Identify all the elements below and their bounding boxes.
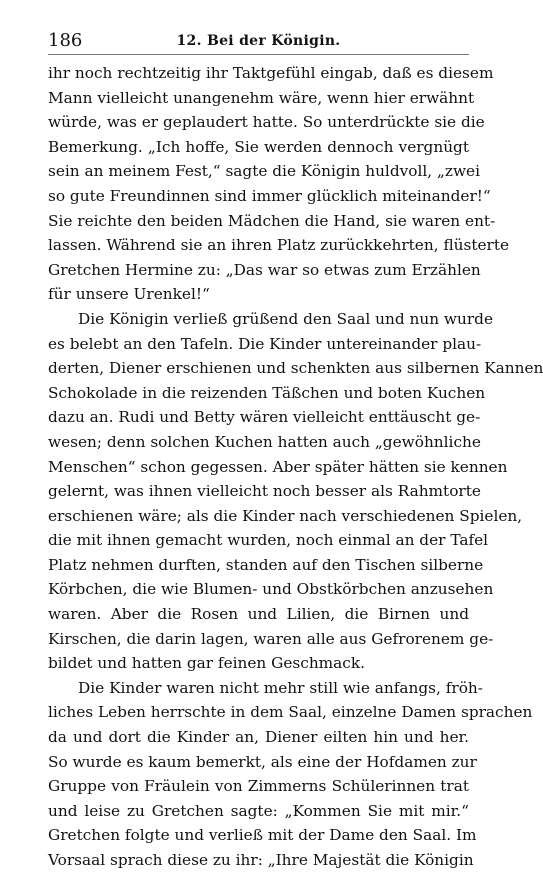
text-line: so gute Freundinnen sind immer glücklich miteinander!“ xyxy=(48,186,491,205)
text-line: da und dort die Kinder an, Diener eilten hin und her. xyxy=(48,728,469,747)
text-line: So wurde es kaum bemerkt, als eine der Hofdamen zur xyxy=(48,752,477,771)
text-line: Kirschen, die darin lagen, waren alle aus Gefrorenem ge- xyxy=(48,629,494,648)
text-line: Gretchen folgte und verließ mit der Dame den Saal. Im xyxy=(48,826,477,845)
text-line: Gruppe von Fräulein von Zimmerns Schülerinnen trat xyxy=(48,777,469,796)
text-line: Sie reichte den beiden Mädchen die Hand, sie waren ent- xyxy=(48,211,496,230)
text-line: ihr noch rechtzeitig ihr Taktgefühl eingab, daß es diesem xyxy=(48,64,494,82)
text-line: dazu an. Rudi und Betty wären vielleicht enttäuscht ge- xyxy=(48,408,481,427)
body-text xyxy=(48,61,543,873)
text-line: gelernt, was ihnen vielleicht noch besser als Rahmtorte xyxy=(48,482,481,501)
text-line: Gretchen Hermine zu: „Das war so etwas zum Erzählen xyxy=(48,260,481,279)
text-line: bildet und hatten gar feinen Geschmack. xyxy=(48,654,365,673)
text-line: Mann vielleicht unangenehm wäre, wenn hier erwähnt xyxy=(48,88,475,107)
text-line: liches Leben herrschte in dem Saal, einzelne Damen sprachen xyxy=(48,703,533,722)
text-line: sein an meinem Fest,“ sagte die Königin huldvoll, „zwei xyxy=(48,162,481,181)
page-header xyxy=(48,30,469,55)
text-line: Körbchen, die wie Blumen- und Obstkörbchen anzusehen xyxy=(48,580,494,599)
text-line: würde, was er geplaudert hatte. So unterdrückte sie die xyxy=(48,113,485,132)
text-line: Schokolade in die reizenden Täßchen und boten Kuchen xyxy=(48,383,486,402)
text-line: Vorsaal sprach diese zu ihr: „Ihre Majestät die Königin xyxy=(48,851,474,869)
text-line: wesen; denn solchen Kuchen hatten auch „gewöhnliche xyxy=(48,432,481,451)
text-line: Die Kinder waren nicht mehr still wie anfangs, fröh- xyxy=(78,678,483,697)
text-line: die mit ihnen gemacht wurden, noch einmal an der Tafel xyxy=(48,531,489,550)
running-head: 12. Bei der Königin. xyxy=(176,33,341,49)
text-line: waren. Aber die Rosen und Lilien, die Birnen und xyxy=(48,605,469,624)
text-line: Menschen“ schon gegessen. Aber später hätten sie kennen xyxy=(48,457,508,476)
page-number: 186 xyxy=(48,30,83,51)
text-line: erschienen wäre; als die Kinder nach verschiedenen Spielen, xyxy=(48,506,523,525)
text-line: Die Königin verließ grüßend den Saal und nun wurde xyxy=(78,309,494,328)
text-line: lassen. Während sie an ihren Platz zurückkehrten, flüsterte xyxy=(48,236,510,255)
text-line: Platz nehmen durften, standen auf den Tischen silberne xyxy=(48,555,484,574)
text-line: derten, Diener erschienen und schenkten aus silbernen Kannen xyxy=(48,359,543,378)
text-line: es belebt an den Tafeln. Die Kinder untereinander plau- xyxy=(48,334,482,353)
text-line: und leise zu Gretchen sagte: „Kommen Sie mit mir.“ xyxy=(48,801,469,820)
text-line: Bemerkung. „Ich hoffe, Sie werden dennoch vergnügt xyxy=(48,137,469,156)
text-line: für unsere Urenkel!“ xyxy=(48,285,210,304)
